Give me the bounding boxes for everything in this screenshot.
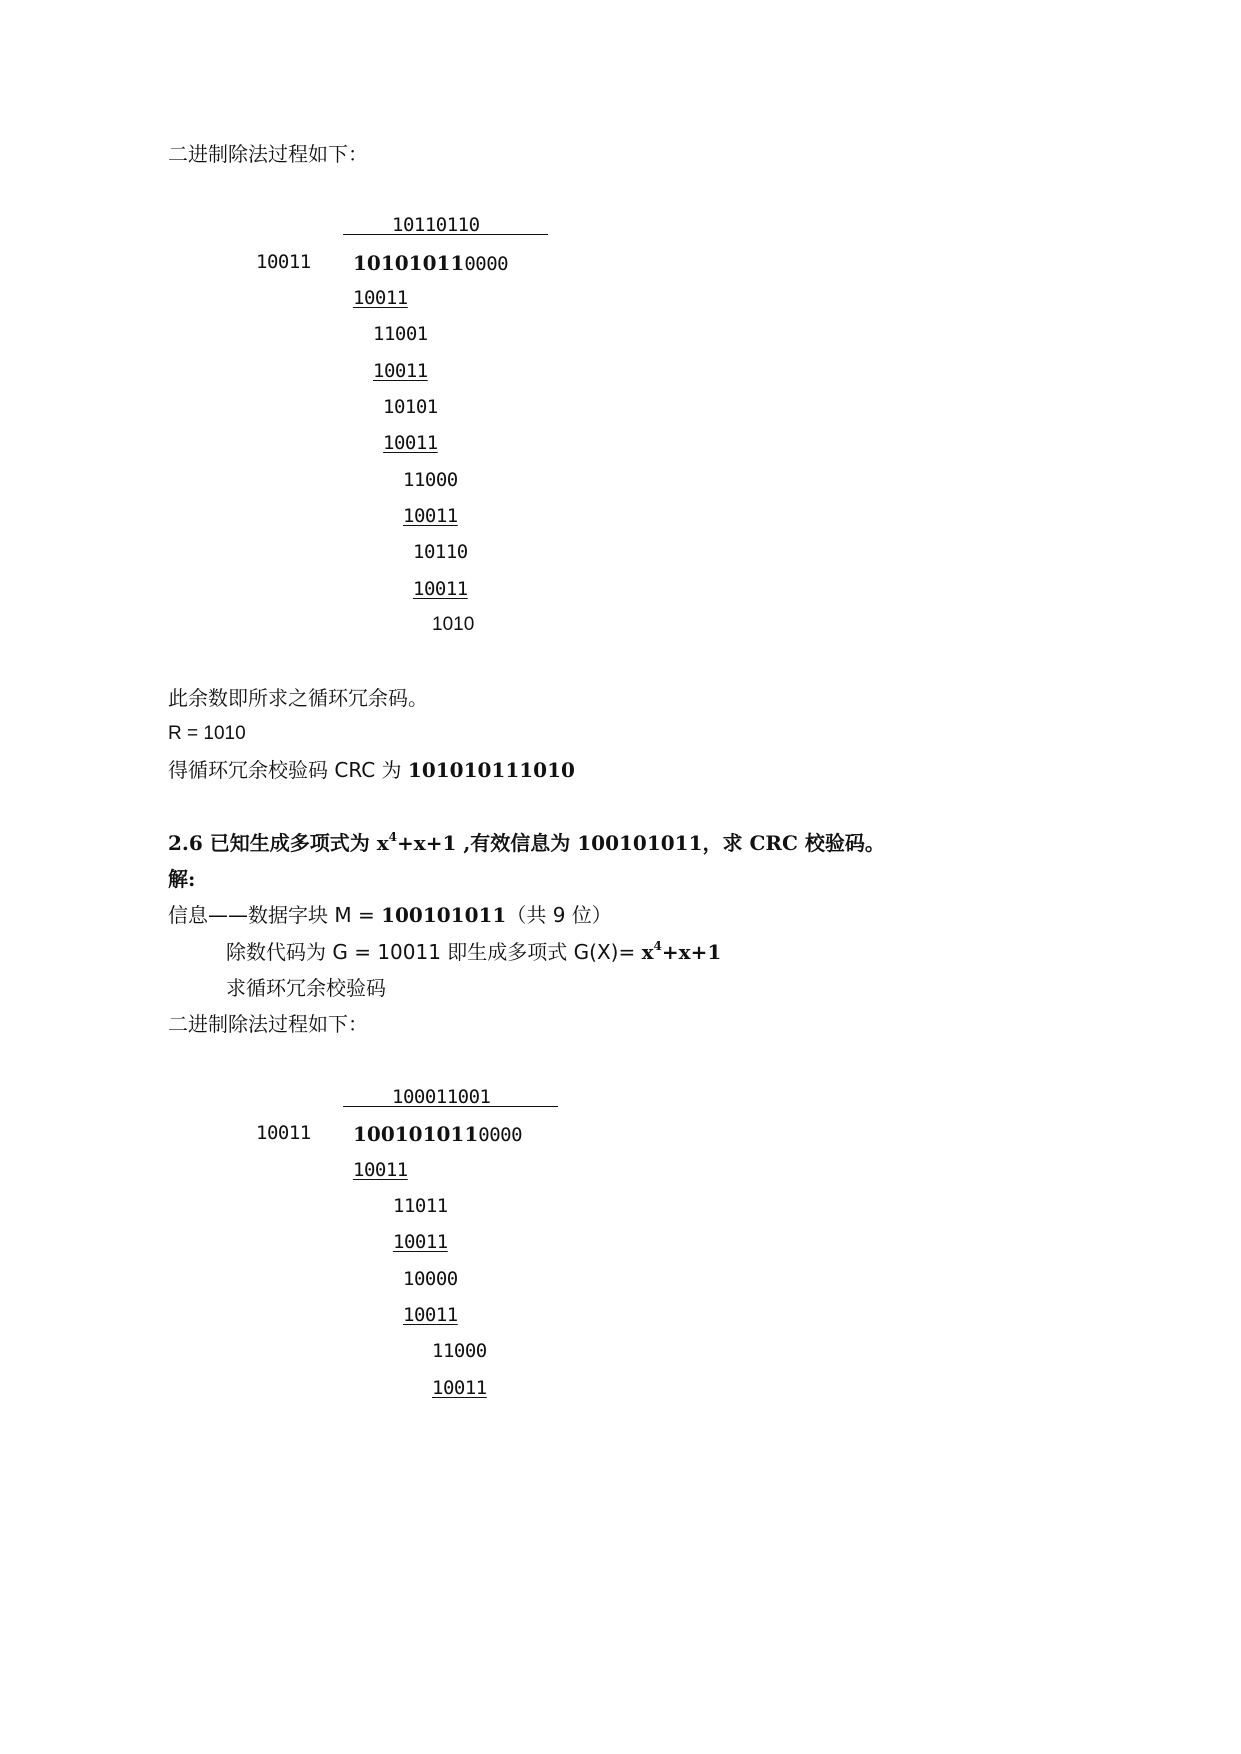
poly-a: x (641, 940, 654, 964)
step-line: 10011 (373, 360, 428, 382)
divisor-1: 10011 (256, 251, 311, 273)
step-line: 10110 (413, 541, 468, 563)
step-line: 11000 (432, 1340, 487, 1362)
poly-b: +x+1 (661, 940, 722, 964)
remainder-1: 1010 (432, 614, 475, 635)
step-line: 11011 (393, 1195, 448, 1217)
divisor-prefix: 除数代码为 G = 10011 即生成多项式 G(X)= (226, 940, 642, 964)
dividend-rest-2: 0000 (478, 1124, 523, 1146)
dividend-bold-2: 100101011 (353, 1122, 479, 1146)
task-line: 求循环冗余校验码 (226, 976, 386, 1000)
r-line: R = 1010 (168, 723, 246, 744)
step-line: 10000 (403, 1268, 458, 1290)
step-line: 10011 (353, 287, 408, 309)
quotient-1: 10110110 (392, 214, 480, 236)
division-intro-2: 二进制除法过程如下： (168, 1012, 368, 1036)
dividend-2 (353, 1124, 522, 1145)
divisor-line (226, 939, 722, 964)
info-line (168, 905, 612, 925)
step-line: 11000 (403, 469, 458, 491)
divisor-2: 10011 (256, 1122, 311, 1144)
poly-sup: 4 (653, 939, 662, 953)
problem-title-a: 2.6 已知生成多项式为 x (168, 831, 389, 855)
step-line: 10011 (403, 1304, 458, 1326)
step-line: 10011 (353, 1159, 408, 1181)
solution-label: 解: (168, 867, 196, 891)
problem-title-b: +x+1 ,有效信息为 100101011，求 CRC 校验码。 (397, 831, 885, 855)
remainder-note: 此余数即所求之循环冗余码。 (168, 686, 428, 710)
quotient-2: 100011001 (392, 1086, 491, 1108)
step-line: 10011 (383, 432, 438, 454)
crc-result (168, 760, 575, 780)
step-line: 10011 (403, 505, 458, 527)
info-prefix: 信息——数据字块 M = (168, 903, 382, 927)
division-intro-1: 二进制除法过程如下： (168, 142, 368, 166)
dividend-bold-1: 10101011 (353, 251, 465, 275)
problem-title-sup: 4 (388, 830, 398, 844)
crc-result-value: 101010111010 (407, 758, 575, 782)
problem-title (168, 830, 885, 855)
step-line: 10011 (432, 1377, 487, 1399)
info-suffix: （共 9 位） (506, 903, 612, 927)
step-line: 10101 (383, 396, 438, 418)
step-line: 10011 (413, 578, 468, 600)
crc-result-prefix: 得循环冗余校验码 CRC 为 (168, 758, 408, 782)
step-line: 11001 (373, 323, 428, 345)
info-value: 100101011 (381, 903, 507, 927)
dividend-1 (353, 253, 508, 274)
dividend-rest-1: 0000 (464, 253, 509, 275)
step-line: 10011 (393, 1231, 448, 1253)
